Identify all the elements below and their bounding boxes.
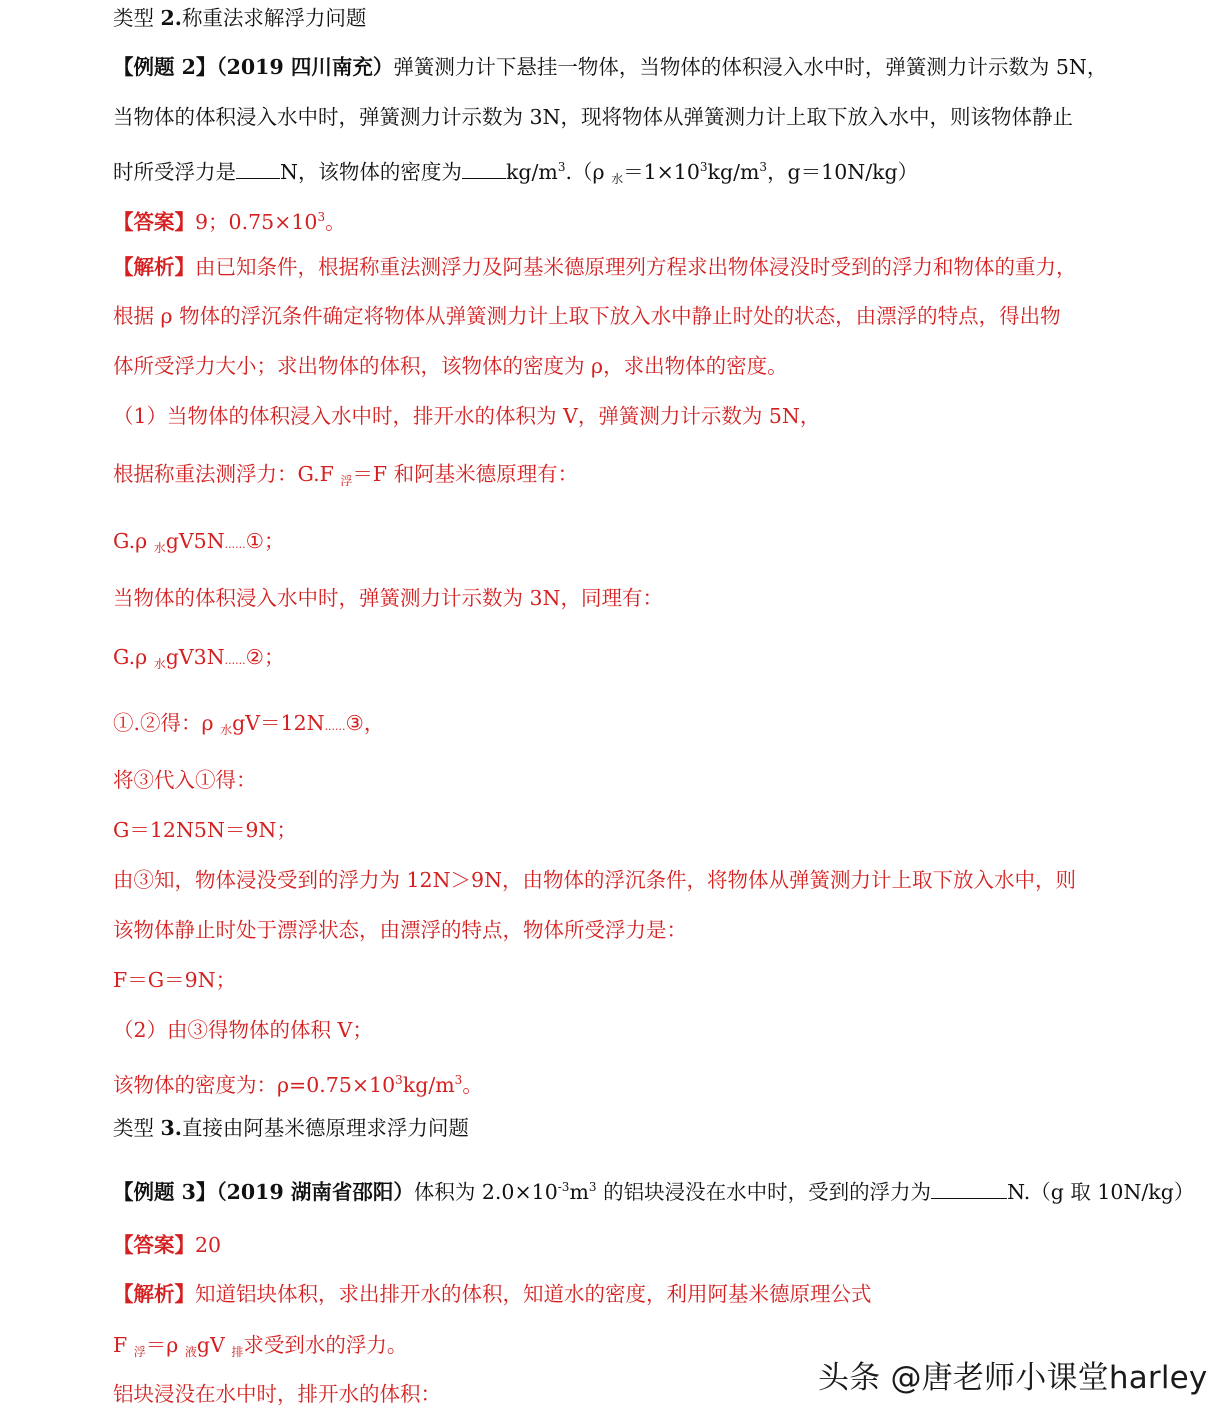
subscript: 水: [153, 657, 166, 671]
analysis-text: 知道铝块体积，求出排开水的体积，知道水的密度，利用阿基米德原理公式: [195, 1282, 872, 1306]
example3-analysis-line2: [113, 1331, 407, 1366]
superscript: 3: [317, 210, 326, 224]
superscript: 3: [557, 160, 566, 174]
analysis-text: 体所受浮力大小；求出物体的体积，该物体的密度为 ρ，求出物体的密度。: [113, 354, 788, 378]
example2-tag: 【例题 2】: [113, 55, 217, 79]
analysis-text: gV: [196, 1333, 232, 1357]
example3-text: N.（g 取 10N/kg）: [1007, 1180, 1195, 1204]
example2-answer: [113, 203, 346, 236]
example3-answer: [113, 1231, 221, 1259]
example3-text: 的铝块浸没在水中时，受到的浮力为: [596, 1180, 932, 1204]
analysis-tag: 【解析】: [113, 255, 195, 279]
heading-number: 2.: [160, 6, 182, 30]
subscript: 排: [231, 1345, 244, 1359]
solution-line: [113, 766, 257, 794]
equation-text: gV＝12N: [232, 711, 325, 735]
dots: ......: [224, 538, 246, 551]
superscript: 3: [395, 1073, 403, 1087]
example3-text: m: [569, 1180, 589, 1204]
heading-text: 称重法求解浮力问题: [181, 6, 367, 30]
analysis-text: 铝块浸没在水中时，排开水的体积：: [113, 1382, 441, 1406]
equation-text: gV5N: [165, 529, 225, 553]
given-text: ＝1×10: [623, 160, 700, 184]
solution-line: [113, 1016, 373, 1044]
solution-text: kg/m: [402, 1073, 455, 1097]
example2-source: （2019 四川南充）: [216, 55, 394, 79]
equation-label: ②；: [245, 645, 285, 669]
heading-number: 3.: [160, 1116, 182, 1140]
solution-line: [113, 1066, 483, 1099]
subscript: 浮: [340, 474, 353, 488]
solution-line: [113, 916, 687, 944]
example2-analysis-line3: [113, 352, 788, 380]
given-text: kg/m: [707, 160, 760, 184]
solution-line: [113, 966, 236, 994]
answer-text: 9；0.75×10: [195, 210, 318, 234]
superscript: 3: [699, 160, 708, 174]
example2-line1: [113, 53, 1107, 81]
subscript: 液: [184, 1345, 197, 1359]
example2-line3: [113, 153, 918, 193]
example3-source: （2019 湖南省邵阳）: [216, 1180, 414, 1204]
dots: ......: [224, 654, 246, 667]
equation-text: gV3N: [165, 645, 225, 669]
given-text: .（ρ: [565, 160, 612, 184]
solution-text: （1）当物体的体积浸入水中时，排开水的体积为 V，弹簧测力计示数为 5N，: [113, 404, 821, 428]
superscript: 3: [454, 1073, 463, 1087]
solution-text: G＝12N5N＝9N；: [113, 818, 297, 842]
heading-text: 直接由阿基米德原理求浮力问题: [181, 1116, 469, 1140]
solution-line: [113, 460, 578, 495]
analysis-text: F: [113, 1333, 134, 1357]
answer-tag: 【答案】: [113, 1233, 195, 1257]
heading-prefix: 类型: [113, 1116, 161, 1140]
watermark: 头条 @唐老师小课堂harley: [818, 1360, 1208, 1396]
example2-analysis-line2: [113, 302, 1061, 330]
solution-line: [113, 402, 820, 430]
section-heading-type2: [113, 4, 366, 32]
answer-blank: [931, 1180, 1007, 1199]
example2-text: 时所受浮力是: [113, 160, 236, 184]
section-heading-type3: [113, 1114, 469, 1142]
answer-blank: [462, 160, 506, 179]
answer-text: 。: [325, 210, 346, 234]
solution-text: 根据称重法测浮力：G.F: [113, 462, 341, 486]
example2-text: N，该物体的密度为: [280, 160, 462, 184]
solution-text: 当物体的体积浸入水中时，弹簧测力计示数为 3N，同理有：: [113, 586, 663, 610]
example2-analysis-line1: [113, 253, 1077, 281]
equation-label: ①；: [245, 529, 285, 553]
equation-text: G.ρ: [113, 529, 154, 553]
subscript: 水: [153, 541, 166, 555]
example2-line2: [113, 103, 1073, 131]
answer-text: 20: [195, 1233, 222, 1257]
solution-text: 将③代入①得：: [113, 768, 257, 792]
analysis-tag: 【解析】: [113, 1282, 195, 1306]
example2-text: 弹簧测力计下悬挂一物体，当物体的体积浸入水中时，弹簧测力计示数为 5N，: [393, 55, 1108, 79]
superscript: -3: [557, 1180, 570, 1194]
example3-analysis-line3: [113, 1380, 441, 1408]
solution-line: [113, 584, 663, 612]
analysis-text: ＝ρ: [145, 1333, 185, 1357]
solution-text: 由③知，物体浸没受到的浮力为 12N＞9N，由物体的浮沉条件，将物体从弹簧测力计上取下放入水中，则: [113, 868, 1077, 892]
superscript: 3: [588, 1180, 597, 1194]
subscript: 浮: [133, 1345, 146, 1359]
solution-line: [113, 816, 297, 844]
answer-blank: [236, 160, 280, 179]
answer-tag: 【答案】: [113, 210, 195, 234]
subscript: 水: [611, 172, 624, 186]
solution-line: [113, 866, 1076, 894]
equation-text: G.ρ: [113, 645, 154, 669]
analysis-text: 求受到水的浮力。: [243, 1333, 408, 1357]
analysis-text: 由已知条件，根据称重法测浮力及阿基米德原理列方程求出物体浸没时受到的浮力和物体的重力，: [195, 255, 1077, 279]
example3-text: 体积为 2.0×10: [413, 1180, 558, 1204]
analysis-text: 根据 ρ 物体的浮沉条件确定将物体从弹簧测力计上取下放入水中静止时处的状态，由漂浮的特点，得出物: [113, 304, 1061, 328]
equation-label: ③，: [345, 711, 385, 735]
equation-3: [113, 709, 384, 744]
solution-text: 。: [462, 1073, 483, 1097]
solution-text: ＝F 和阿基米德原理有：: [352, 462, 579, 486]
example3-tag: 【例题 3】: [113, 1180, 217, 1204]
given-text: ，g＝10N/kg）: [767, 160, 919, 184]
example3-analysis-line1: [113, 1280, 872, 1308]
unit-text: kg/m: [505, 160, 558, 184]
equation-1: [113, 527, 285, 562]
example2-text: 当物体的体积浸入水中时，弹簧测力计示数为 3N，现将物体从弹簧测力计上取下放入水中，则该物体静止: [113, 105, 1073, 129]
dots: ......: [324, 720, 346, 733]
example3-question: [113, 1173, 1194, 1206]
subscript: 水: [220, 723, 233, 737]
solution-text: （2）由③得物体的体积 V；: [113, 1018, 373, 1042]
solution-text: 该物体静止时处于漂浮状态，由漂浮的特点，物体所受浮力是：: [113, 918, 687, 942]
solution-text: 该物体的密度为：ρ=0.75×10: [113, 1073, 396, 1097]
equation-2: [113, 643, 285, 678]
equation-text: ①.②得：ρ: [113, 711, 221, 735]
heading-prefix: 类型: [113, 6, 161, 30]
superscript: 3: [759, 160, 768, 174]
solution-text: F＝G＝9N；: [113, 968, 237, 992]
